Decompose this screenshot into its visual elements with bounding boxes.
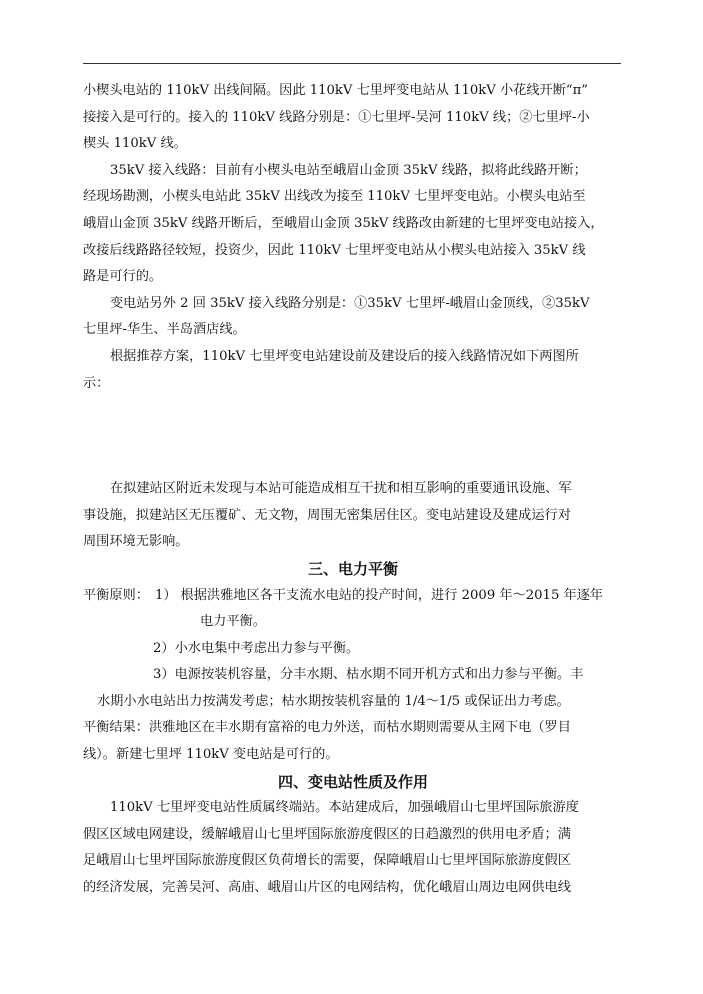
paragraph-line: 在拟建站区附近未发现与本站可能造成相互干扰和相互影响的重要通讯设施、军 (110, 481, 572, 497)
principle-item-3-continued: 水期小水电站出力按满发考虑；枯水期按装机容量的 1/4～1/5 或保证出力考虑。 (97, 693, 570, 709)
paragraph-line: 示： (83, 375, 110, 391)
paragraph-line: 根据推荐方案，110kV 七里坪变电站建设前及建设后的接入线路情况如下两图所 (110, 348, 579, 364)
balance-principle-row (83, 583, 623, 610)
section-heading-power-balance: 三、电力平衡 (307, 559, 398, 578)
paragraph-line: 楔头 110kV 线。 (83, 136, 187, 152)
principle-label: 平衡原则： (83, 587, 149, 603)
principle-item-1 (149, 583, 623, 610)
principle-item-1-continued: 电力平衡。 (200, 614, 266, 630)
paragraph-line: 110kV 七里坪变电站性质属终端站。本站建成后，加强峨眉山七里坪国际旅游度 (110, 800, 579, 816)
paragraph-line: 事设施，拟建站区无压覆矿、无文物，周围无密集居住区。变电站建设及建成运行对 (83, 507, 571, 523)
paragraph-line: 周围环境无影响。 (83, 534, 189, 550)
principle-item-1-number: 1） (154, 587, 177, 603)
paragraph-line: 足峨眉山七里坪国际旅游度假区负荷增长的需要，保障峨眉山七里坪国际旅游度假区 (83, 853, 571, 869)
paragraph-line: 改接后线路路径较短，投资少，因此 110kV 七里坪变电站从小楔头电站接入 35kV 线 (83, 242, 586, 258)
document-body (83, 78, 623, 902)
balance-result-line: 线）。新建七里坪 110kV 变电站是可行的。 (83, 747, 339, 763)
figure-placeholder-space (83, 397, 623, 476)
balance-result-line: 平衡结果：洪雅地区在丰水期有富裕的电力外送，而枯水期则需要从主网下电（罗目 (83, 720, 571, 736)
paragraph-line: 35kV 接入线路：目前有小楔头电站至峨眉山金顶 35kV 线路，拟将此线路开断； (110, 162, 587, 178)
paragraph-line: 小楔头电站的 110kV 出线间隔。因此 110kV 七里坪变电站从 110kV 小花线开断“π” (83, 83, 589, 98)
principle-item-2: 2）小水电集中考虑出力参与平衡。 (153, 640, 360, 656)
paragraph-line: 假区区域电网建设，缓解峨眉山七里坪国际旅游度假区的日趋激烈的供用电矛盾；满 (83, 826, 571, 842)
section-heading-substation-nature: 四、变电站性质及作用 (277, 772, 428, 791)
principle-item-1-text: 根据洪雅地区各干支流水电站的投产时间，进行 2009 年～2015 年逐年 (180, 587, 604, 603)
paragraph-line: 峨眉山金顶 35kV 线路开断后，至峨眉山金顶 35kV 线路改由新建的七里坪变电站接入， (83, 215, 604, 231)
principle-item-3: 3）电源按装机容量，分丰水期、枯水期不同开机方式和出力参与平衡。丰 (153, 667, 584, 683)
paragraph-line: 七里坪-华生、半岛酒店线。 (83, 322, 246, 338)
paragraph-line: 接接入是可行的。接入的 110kV 线路分别是：①七里坪-吴河 110kV 线；②七里坪-小 (83, 109, 590, 125)
paragraph-line: 经现场勘测，小楔头电站此 35kV 出线改为接至 110kV 七里坪变电站。小楔头电站至 (83, 189, 586, 205)
paragraph-line: 变电站另外 2 回 35kV 接入线路分别是：①35kV 七里坪-峨眉山金顶线，②35kV (110, 295, 590, 311)
header-rule (83, 63, 621, 64)
paragraph-line: 路是可行的。 (83, 269, 163, 285)
paragraph-line: 的经济发展，完善吴河、高庙、峨眉山片区的电网结构，优化峨眉山周边电网供电线 (83, 880, 571, 896)
